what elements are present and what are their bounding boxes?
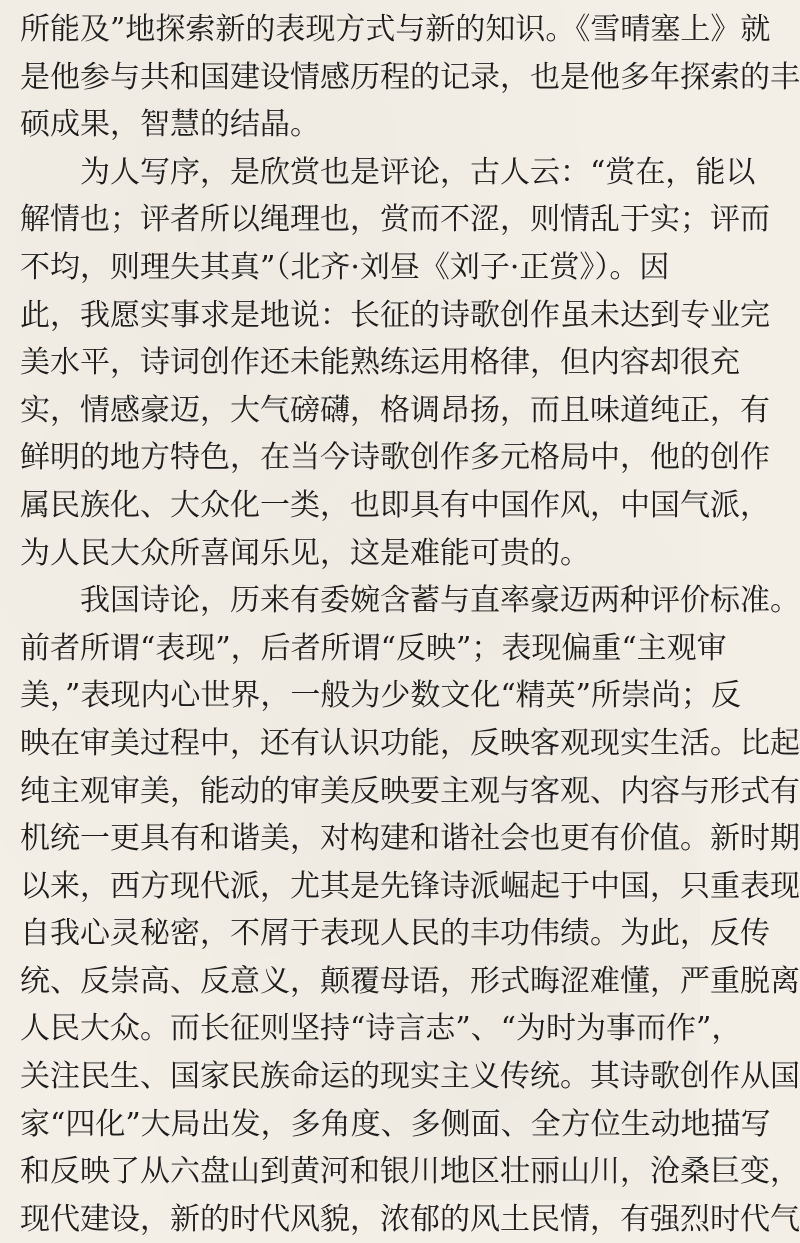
text-line: 机统一更具有和谐美，对构建和谐社会也更有价值。新时期 [20,821,800,857]
text-line: 所能及”地探索新的表现方式与新的知识。《雪晴塞上》就 [20,12,771,47]
body-text [20,6,800,1243]
text-line: 美水平，诗词创作还未能熟练运用格律，但内容却很充 [20,345,740,381]
paragraph-start-line: 为人写序，是欣赏也是评论，古人云：“赏在，能以 [80,154,756,190]
text-line: 为人民大众所喜闻乐见，这是难能可贵的。 [20,535,590,571]
paragraph-start-line: 我国诗论，历来有委婉含蓄与直率豪迈两种评价标准。 [80,583,800,619]
text-line: 关注民生、国家民族命运的现实主义传统。其诗歌创作从国 [20,1059,800,1095]
text-line: 硕成果，智慧的结晶。 [20,107,320,143]
text-line: 以来，西方现代派，尤其是先锋诗派崛起于中国，只重表现 [20,868,800,904]
text-line: 现代建设，新的时代风貌，浓郁的风土民情，有强烈时代气 [20,1201,800,1237]
text-line: 是他参与共和国建设情感历程的记录，也是他多年探索的丰 [20,59,800,95]
text-line: 属民族化、大众化一类，也即具有中国作风，中国气派， [20,487,770,523]
text-line: 家“四化”大局出发，多角度、多侧面、全方位生动地描写 [20,1106,771,1142]
text-line: 不均，则理失其真”（北齐·刘昼《刘子·正赏》）。因 [20,249,670,285]
text-line: 鲜明的地方特色，在当今诗歌创作多元格局中，他的创作 [20,440,770,476]
text-line: 统、反崇高、反意义，颠覆母语，形式晦涩难懂，严重脱离 [20,963,800,999]
text-line: 自我心灵秘密，不屑于表现人民的丰功伟绩。为此，反传 [20,916,770,952]
text-line: 美，”表现内心世界，一般为少数文化“精英”所崇尚；反 [20,678,742,714]
text-line: 前者所谓“表现”，后者所谓“反映”；表现偏重“主观审 [20,630,727,666]
text-line: 和反映了从六盘山到黄河和银川地区壮丽山川，沧桑巨变， [20,1154,800,1190]
text-line: 纯主观审美，能动的审美反映要主观与客观、内容与形式有 [20,773,800,809]
text-line: 解情也；评者所以绳理也，赏而不涩，则情乱于实；评而 [20,202,770,238]
text-line: 此，我愿实事求是地说：长征的诗歌创作虽未达到专业完 [20,297,770,333]
text-line: 实，情感豪迈，大气磅礴，格调昂扬，而且味道纯正，有 [20,392,770,428]
text-line: 人民大众。而长征则坚持“诗言志”、“为时为事而作”， [20,1011,742,1047]
text-line: 映在审美过程中，还有认识功能，反映客观现实生活。比起 [20,725,800,761]
